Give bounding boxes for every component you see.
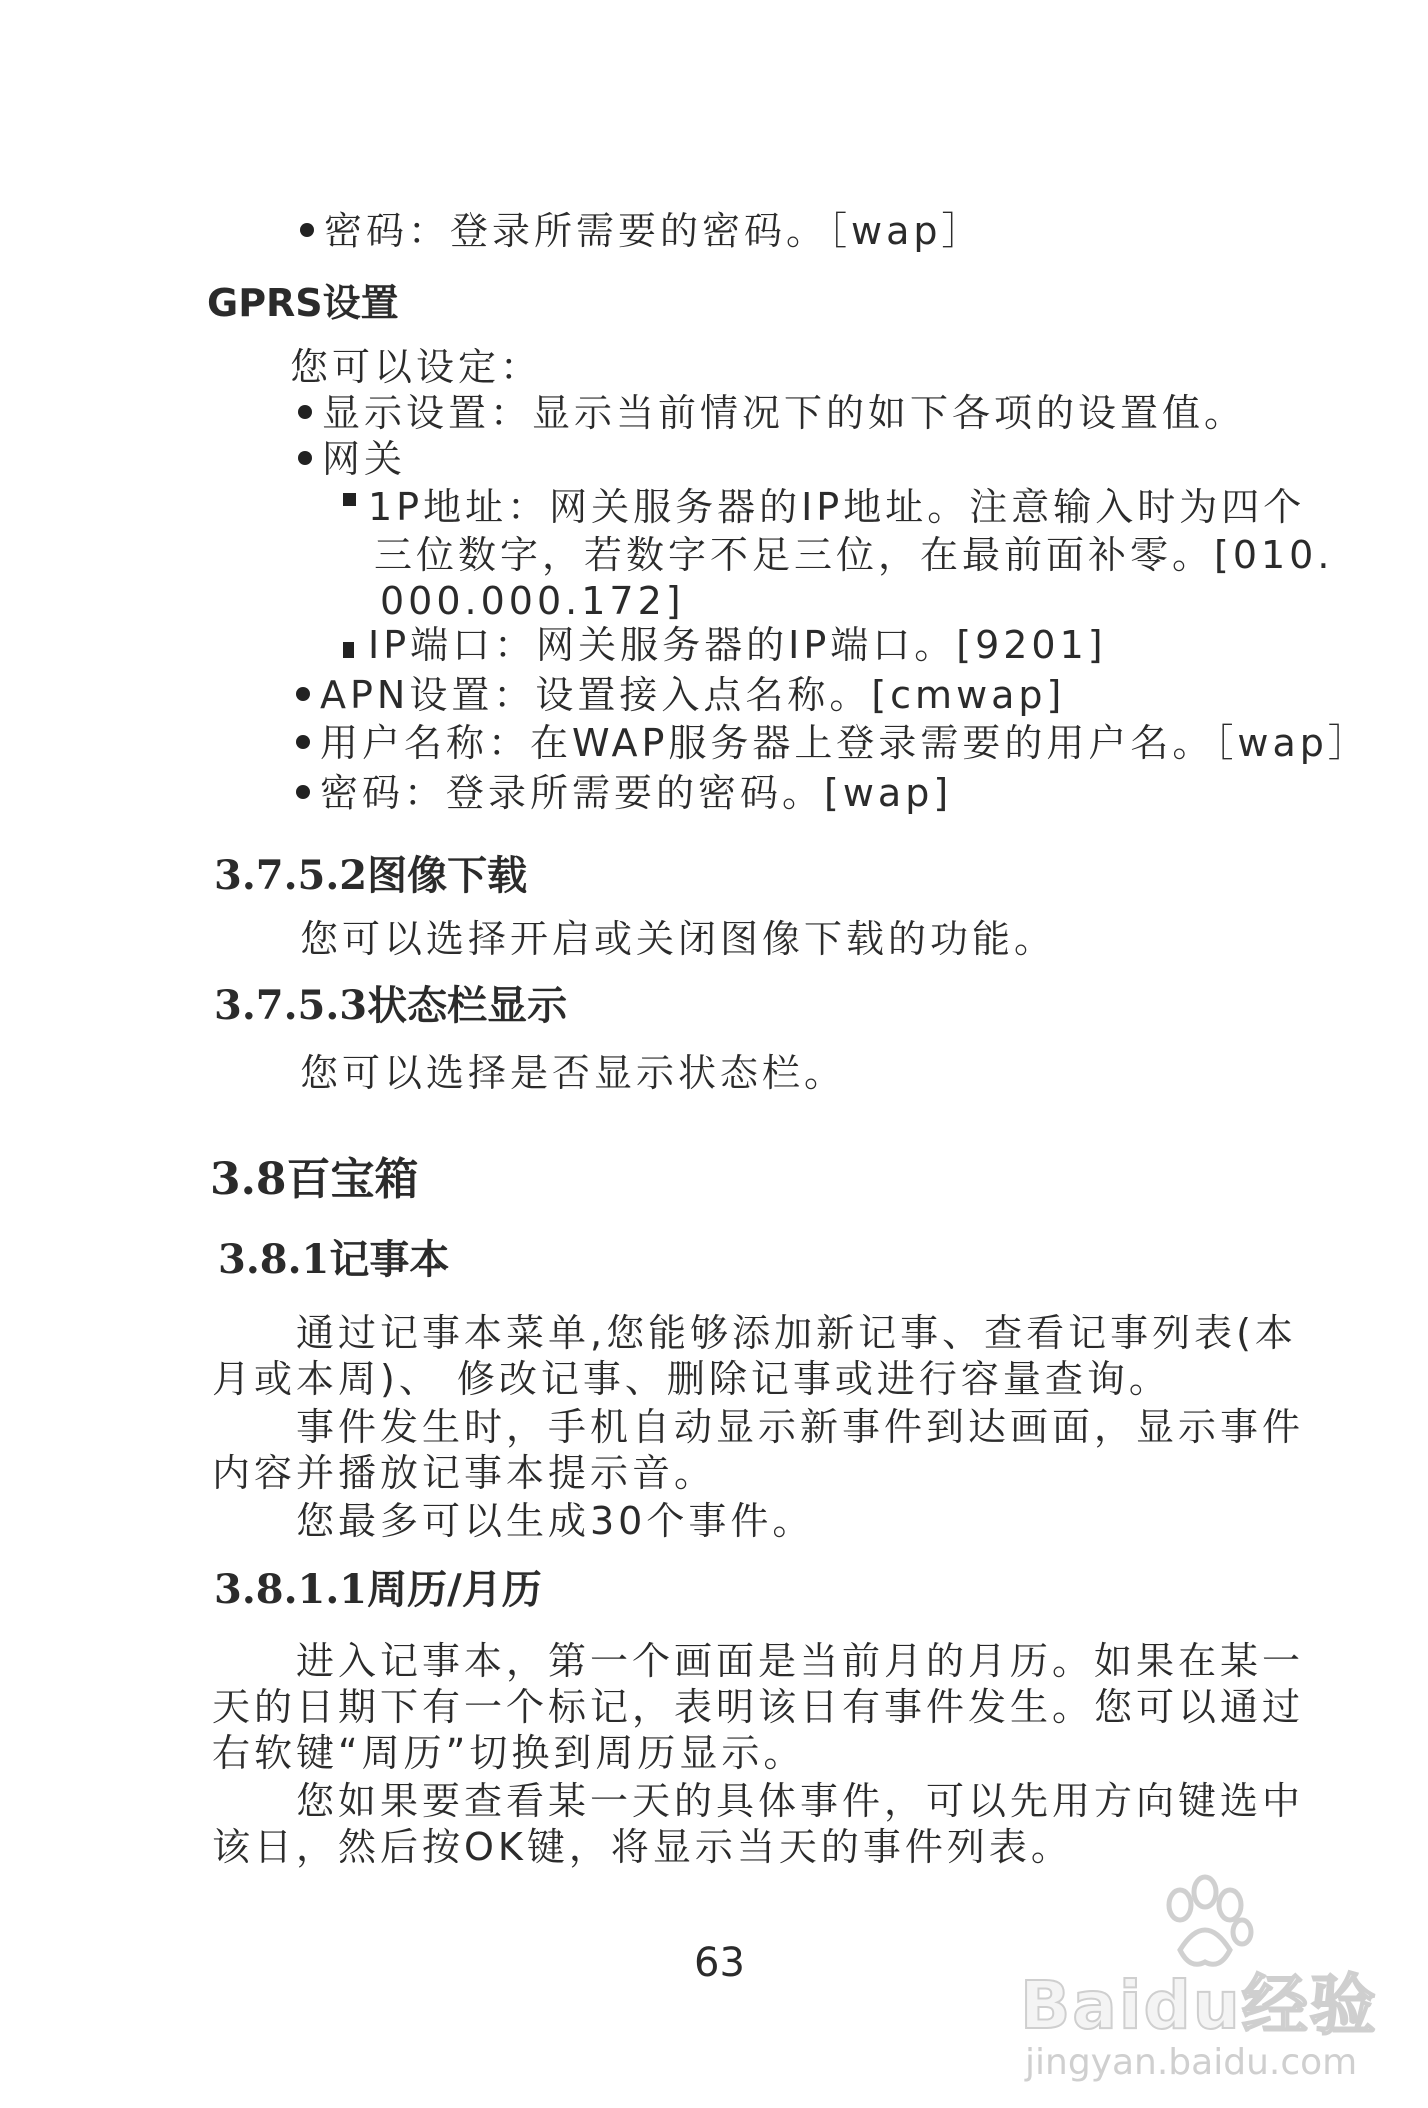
section-3752-text: 您可以选择开启或关闭图像下载的功能。 (300, 917, 1057, 961)
watermark-brand: Baidu经验 (1020, 1967, 1378, 2044)
gprs-settings-heading: GPRS设置 (207, 281, 399, 325)
section-381-p3: 您最多可以生成30个事件。 (296, 1499, 815, 1543)
section-3811-p2-line2: 该日，然后按OK键，将显示当天的事件列表。 (212, 1825, 1073, 1869)
bullet-dot (300, 223, 314, 237)
section-3753-text: 您可以选择是否显示状态栏。 (300, 1051, 847, 1095)
section-3752-heading: 3.7.5.2图像下载 (214, 852, 528, 899)
bullet-text: 密码：登录所需要的密码。［wap］ (324, 209, 984, 253)
section-3811-p2-line1: 您如果要查看某一天的具体事件，可以先用方向键选中 (296, 1779, 1305, 1823)
gprs-item-apn: APN设置：设置接入点名称。[cmwap] (296, 676, 1065, 714)
section-381-p1-line2: 月或本周)、 修改记事、删除记事或进行容量查询。 (212, 1357, 1171, 1401)
square-bullet (343, 642, 354, 658)
section-3811-p1-line3: 右软键“周历”切换到周历显示。 (212, 1731, 806, 1775)
square-bullet (343, 493, 356, 506)
gateway-ip-port: IP端口：网关服务器的IP端口。[9201] (343, 626, 1107, 664)
bullet-dot (296, 735, 310, 749)
section-38-heading: 3.8百宝箱 (210, 1154, 419, 1205)
section-381-p2-line2: 内容并播放记事本提示音。 (212, 1451, 717, 1495)
section-3811-heading: 3.8.1.1周历/月历 (214, 1566, 542, 1613)
gprs-intro: 您可以设定： (290, 345, 543, 389)
gateway-ip-line2: 三位数字，若数字不足三位，在最前面补零。[010. (374, 533, 1334, 577)
page-number: 63 (694, 1940, 745, 1986)
bullet-dot (298, 405, 312, 419)
password-bullet-top (300, 209, 984, 253)
section-381-p1-line1: 通过记事本菜单,您能够添加新记事、查看记事列表(本 (296, 1311, 1297, 1355)
section-3811-p1-line1: 进入记事本，第一个画面是当前月的月历。如果在某一 (296, 1639, 1305, 1683)
bullet-dot (296, 687, 310, 701)
section-381-p2-line1: 事件发生时，手机自动显示新事件到达画面，显示事件 (296, 1405, 1305, 1449)
bullet-dot (298, 451, 312, 465)
section-3753-heading: 3.7.5.3状态栏显示 (214, 982, 568, 1029)
gateway-ip-address: 1P地址：网关服务器的IP地址。注意输入时为四个 (343, 488, 1305, 526)
gprs-item-password: 密码：登录所需要的密码。[wap] (296, 774, 952, 812)
gprs-item-gateway: 网关 (298, 440, 406, 478)
gprs-item-display: 显示设置：显示当前情况下的如下各项的设置值。 (298, 394, 1246, 432)
watermark-url: jingyan.baidu.com (1025, 2042, 1358, 2083)
section-381-heading: 3.8.1记事本 (218, 1236, 450, 1283)
section-3811-p1-line2: 天的日期下有一个标记，表明该日有事件发生。您可以通过 (212, 1685, 1305, 1729)
gprs-item-username: 用户名称：在WAP服务器上登录需要的用户名。［wap］ (296, 724, 1370, 762)
bullet-dot (296, 785, 310, 799)
gateway-ip-line3: 000.000.172] (380, 579, 685, 623)
